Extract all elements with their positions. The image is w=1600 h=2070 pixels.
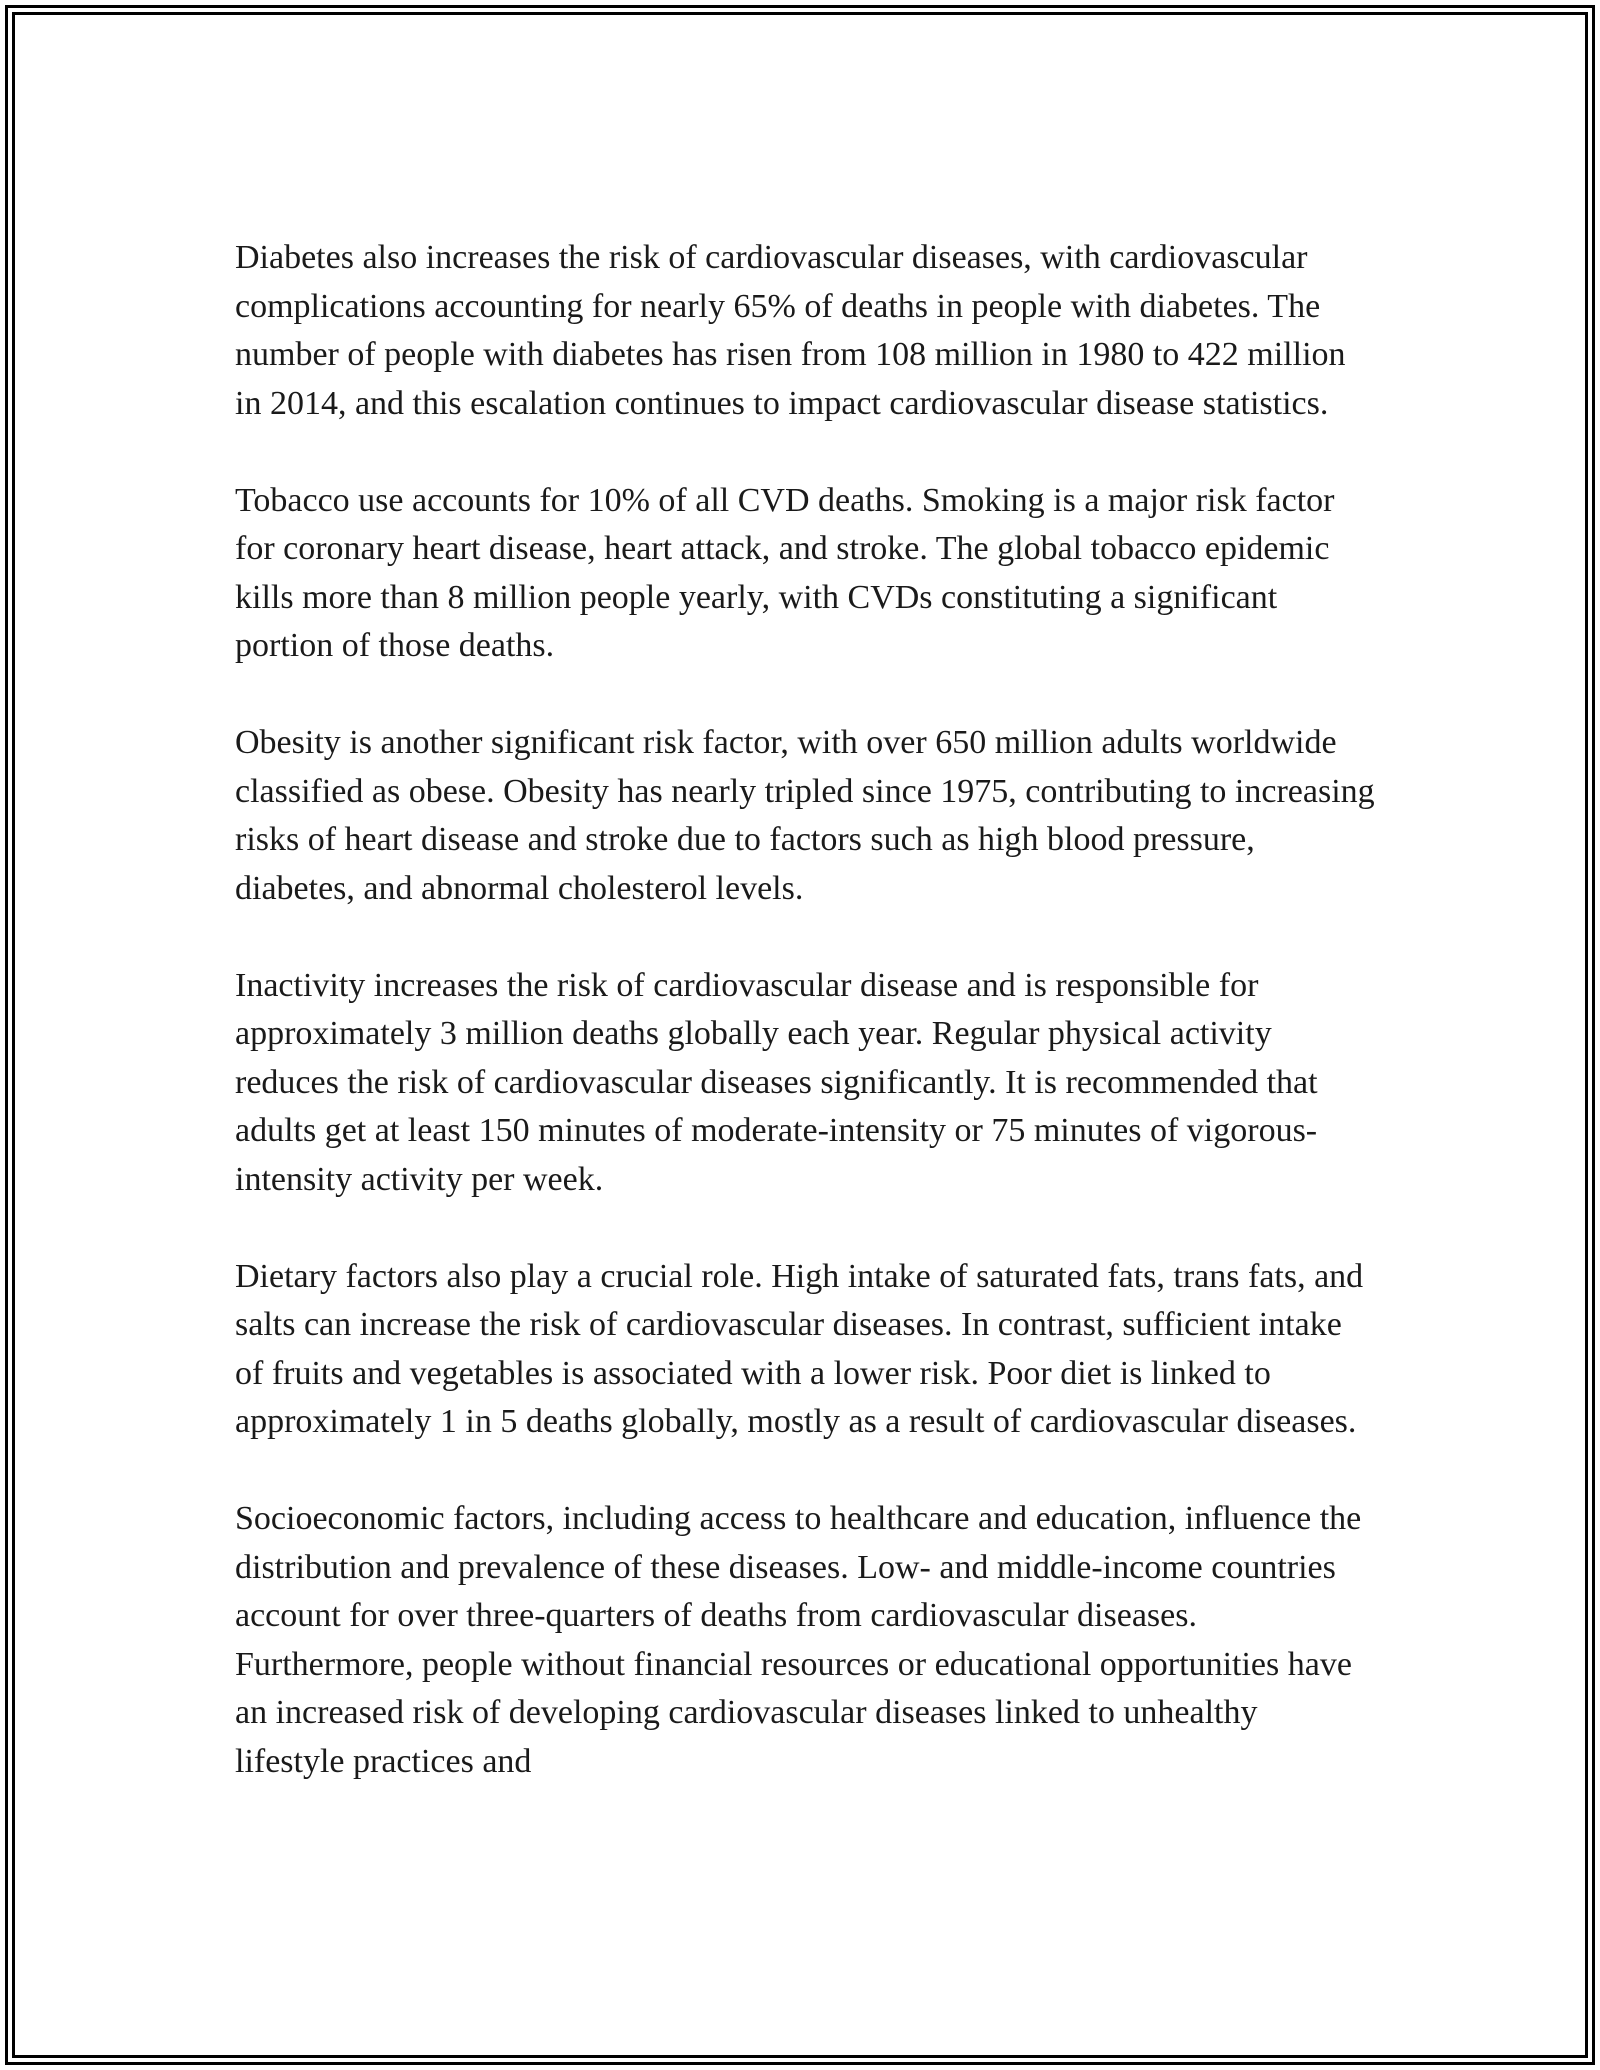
paragraph-obesity: Obesity is another significant risk factor, with over 650 million adults worldwide classified as obese. Obesity has nearly tripled since 1975, contributing to increasing risks of heart disease and stroke due to factors such as high blood pressure, diabetes, and abnormal cholesterol levels.: [235, 724, 1375, 907]
document-body: [235, 234, 1375, 1786]
paragraph-socioeconomic: Socioeconomic factors, including access to healthcare and education, influence the distribution and prevalence of these diseases. Low- and middle-income countries account for over three-quarters of deaths from cardiovascular diseases. Furthermore, people without financial resources or educational opportunities have an increased risk of developing cardiovascular diseases linked to unhealthy lifestyle practices and: [235, 1500, 1362, 1780]
paragraph-tobacco: Tobacco use accounts for 10% of all CVD deaths. Smoking is a major risk factor for coronary heart disease, heart attack, and stroke. The global tobacco epidemic kills more than 8 million people yearly, with CVDs constituting a significant portion of those deaths.: [235, 481, 1335, 664]
paragraph-inactivity: Inactivity increases the risk of cardiovascular disease and is responsible for approximately 3 million deaths globally each year. Regular physical activity reduces the risk of cardiovascular diseases significantly. It is recommended that adults get at least 150 minutes of moderate-intensity or 75 minutes of vigorous-intensity activity per week.: [235, 966, 1318, 1198]
paragraph-dietary: Dietary factors also play a crucial role. High intake of saturated fats, trans fats, and salts can increase the risk of cardiovascular diseases. In contrast, sufficient intake of fruits and vegetables is associated with a lower risk. Poor diet is linked to approximately 1 in 5 deaths globally, mostly as a result of cardiovascular diseases.: [235, 1257, 1364, 1440]
paragraph-diabetes: Diabetes also increases the risk of cardiovascular diseases, with cardiovascular complications accounting for nearly 65% of deaths in people with diabetes. The number of people with diabetes has risen from 108 million in 1980 to 422 million in 2014, and this escalation continues to impact cardiovascular disease statistics.: [235, 239, 1346, 422]
